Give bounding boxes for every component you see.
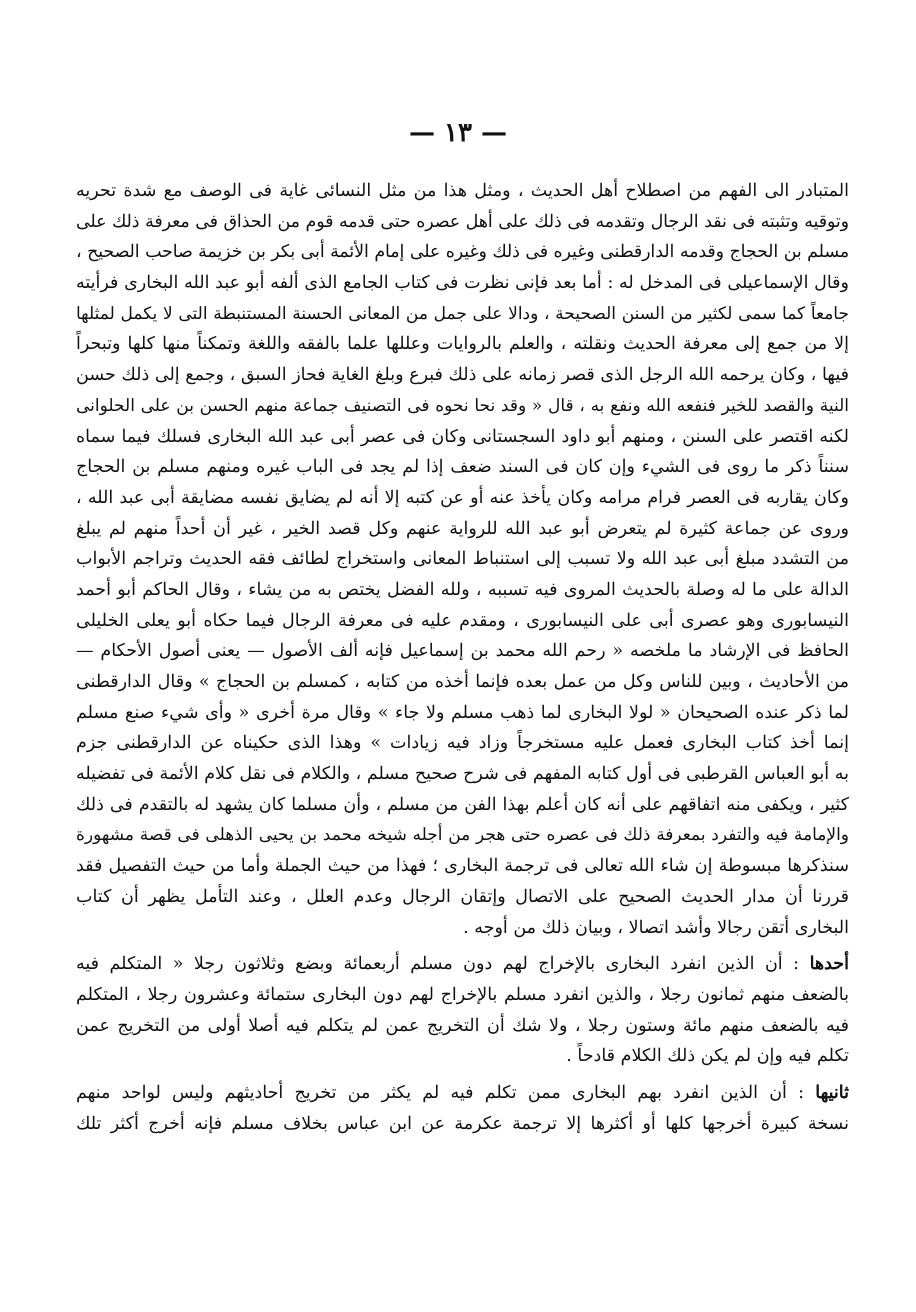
- text-line: لما ذكر عنده الصحيحان « لولا البخارى لما ذهب مسلم ولا جاء » وقال مرة أخرى « وأى شيء صنع مسلم: [76, 702, 849, 723]
- text-line: كثير ، ويكفى منه اتفاقهم على أنه كان أعلم بهذا الفن من مسلم ، وأن مسلما كان يشهد له بالتقدم فى ذلك: [76, 794, 849, 815]
- text-line: سنناً ذكر ما روى فى الشيء وإن كان فى السند ضعف إذا لم يجد فى الباب غيره ومنهم مسلم بن الحجاج: [76, 457, 849, 478]
- text-line: سنذكرها مبسوطة إن شاء الله تعالى فى ترجمة البخارى ؛ فهذا من حيث الجملة وأما من حيث التفصيل فقد: [76, 856, 849, 877]
- text-line: البخارى أتقن رجالا وأشد اتصالا ، وبيان ذلك من أوجه .: [463, 917, 849, 938]
- paragraph-lead: ثانيها: [815, 1082, 849, 1103]
- text-line: والإمامة فيه والتفرد بمعرفة ذلك فى عصره حتى هجر من أجله شيخه محمد بن يحيى الذهلى فى قصة مشهورة: [76, 825, 849, 846]
- text-line: وروى عن جماعة كثيرة لم يتعرض أبو عبد الله للرواية عنهم وكل قصد الخير ، غير أن أحداً منهم لم يبلغ: [76, 518, 849, 539]
- text-line-rest: : أن الذين انفرد البخارى بالإخراج لهم دون مسلم أربعمائة وبضع وثلاثون رجلا « المتكلم فيه: [76, 954, 810, 975]
- text-line: فيها ، وكان يرحمه الله الرجل الذى قصر زمانه على ذلك فبرع وبلغ الغاية فحاز السبق ، وجمع إلى ذلك حسن: [76, 365, 849, 386]
- paragraph-2: [76, 949, 849, 1072]
- text-line: نسخة كبيرة أخرجها كلها أو أكثرها إلا ترجمة عكرمة عن ابن عباس بخلاف مسلم فإنه أخرج أكثر تلك: [76, 1113, 849, 1134]
- text-line: جامعاً كما سمى لكثير من السنن الصحيحة ، ودالا على جمل من المعانى الحسنة المستنبطة التى لا يكمل لمثلها: [76, 303, 849, 324]
- text-line: به أبو العباس القرطبى فى أول كتابه المفهم فى شرح صحيح مسلم ، والكلام فى نقل كلام الأئمة فى تفضيله: [76, 764, 849, 785]
- text-line: مسلم بن الحجاج وقدمه الدارقطنى وغيره فى ذلك وغيره على إمام الأئمة أبى بكر بن خزيمة صاحب الصحيح ،: [76, 242, 849, 263]
- paragraph-lead: أحدها: [809, 954, 849, 975]
- text-line: من التشدد مبلغ أبى عبد الله ولا تسبب إلى استنباط المعانى واستخراج لطائف فقه الحديث وتراجم الأبواب: [76, 549, 849, 570]
- text-line: تكلم فيه وإن لم يكن ذلك الكلام قادحاً .: [566, 1046, 849, 1067]
- text-line: فيه بالضعف منهم مائة وستون رجلا ، ولا شك أن التخريج عمن لم يتكلم فيه أصلا أولى من التخريج عمن: [76, 1015, 849, 1036]
- text-line: وكان يقاربه فى العصر فرام مرامه وكان يأخذ عنه أو عن كتبه إلا أنه لم يضايق نفسه مضايقة أبى عبد الله ،: [76, 487, 849, 508]
- page-number: — ١٣ —: [408, 118, 508, 148]
- body-text: [76, 176, 849, 1139]
- paragraph-3: [76, 1078, 849, 1139]
- text-line: المتبادر الى الفهم من اصطلاح أهل الحديث ، ومثل هذا من مثل النسائى غاية فى الوصف مع شدة تحريه: [76, 181, 849, 201]
- text-line-rest: : أن الذين انفرد بهم البخارى ممن تكلم فيه لم يكثر من تخريج أحاديثهم وليس لواحد منهم: [76, 1082, 816, 1103]
- text-line: قررنا أن مدار الحديث الصحيح على الاتصال وإتقان الرجال وعدم العلل ، وعند التأمل يظهر أن كتاب: [76, 886, 849, 907]
- text-line: إلا من جمع إلى معرفة الحديث ونقلته ، والعلم بالروايات وعللها علما بالفقه واللغة وتمكناً منها كلها وتبحراً: [76, 334, 849, 355]
- text-line: الحافظ فى الإرشاد ما ملخصه « رحم الله محمد بن إسماعيل فإنه ألف الأصول — يعنى أصول الأحكام —: [76, 641, 849, 662]
- text-line: لكنه اقتصر على السنن ، ومنهم أبو داود السجستانى وكان فى عصر أبى عبد الله البخارى فسلك فيما سماه: [76, 426, 849, 447]
- text-line: [76, 949, 849, 980]
- text-line: وتوقيه وتثبته فى نقد الرجال وتقدمه فى ذلك على أهل عصره حتى قدمه قوم من الحذاق فى معرفة ذلك على: [76, 211, 849, 232]
- text-line: [76, 1078, 849, 1109]
- text-line: بالضعف منهم ثمانون رجلا ، والذين انفرد مسلم بالإخراج لهم دون البخارى ستمائة وعشرون رجلا ، المتكلم: [76, 984, 849, 1005]
- text-line: إنما أخذ كتاب البخارى فعمل عليه مستخرجاً وزاد فيه زيادات » وهذا الذى حكيناه عن الدارقطنى جزم: [76, 733, 849, 754]
- text-line: وقال الإسماعيلى فى المدخل له : أما بعد فإنى نظرت فى كتاب الجامع الذى ألفه أبو عبد الله البخارى فرأيته: [76, 273, 849, 294]
- text-line: النيسابورى وهو عصرى أبى على النيسابورى ، ومقدم عليه فى معرفة الرجال فيما حكاه أبو يعلى الخليلى: [76, 610, 849, 631]
- text-line: الدالة على ما له وصلة بالحديث المروى فيه تسببه ، ولله الفضل يختص به من يشاء ، وقال الحاكم أبو أحمد: [76, 579, 849, 600]
- text-line: من الأحاديث ، وبين للناس وكل من عمل بعده فإنما أخذه من كتابه ، كمسلم بن الحجاج » وقال الدارقطنى: [76, 672, 849, 692]
- text-line: النية والقصد للخير فنفعه الله ونفع به ، قال « وقد نحا نحوه فى التصنيف جماعة منهم الحسن بن على الحلوانى: [76, 395, 849, 416]
- paragraph-1: [76, 176, 849, 943]
